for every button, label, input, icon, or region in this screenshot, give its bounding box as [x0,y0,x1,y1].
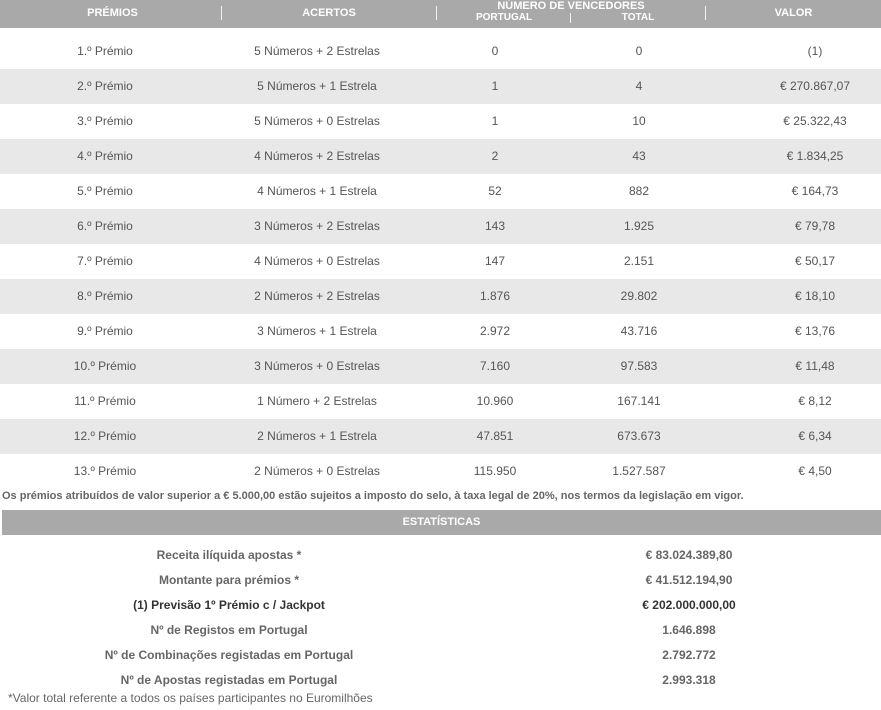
tax-note: Os prémios atribuídos de valor superior a € 5.000,00 estão sujeitos a imposto do selo, à taxa legal de 20%, nos termos da legislação em vigor. [2,490,744,502]
prize-value: (1) [807,44,823,58]
table-row [0,384,881,419]
table-row [0,314,881,349]
col-header-valor: VALOR [774,7,813,19]
stats-row [0,618,881,643]
winners-portugal: 2.972 [479,324,511,338]
stat-label: Nº de Combinações registadas em Portugal [104,648,354,662]
prize-acertos: 2 Números + 0 Estrelas [254,464,380,478]
prize-acertos: 5 Números + 0 Estrelas [254,114,380,128]
col-header-total: TOTAL [621,12,655,23]
winners-total: 97.583 [620,359,658,373]
stat-value: € 83.024.389,80 [645,548,733,562]
prize-acertos: 2 Números + 2 Estrelas [254,289,380,303]
stat-label: Receita ilíquida apostas * [156,548,302,562]
winners-portugal: 0 [491,44,499,58]
winners-total: 673.673 [617,429,661,443]
prize-name: 10.º Prémio [73,359,137,373]
table-row [0,454,881,489]
prize-name: 8.º Prémio [77,289,133,303]
stats-row [0,593,881,618]
winners-total: 167.141 [617,394,661,408]
winners-portugal: 47.851 [476,429,514,443]
winners-portugal: 2 [491,149,499,163]
table-row [0,419,881,454]
stat-value: € 202.000.000,00 [642,598,736,612]
prize-acertos: 2 Números + 1 Estrela [257,429,377,443]
winners-total: 0 [635,44,643,58]
prize-name: 12.º Prémio [73,429,137,443]
table-row [0,34,881,69]
prize-acertos: 3 Números + 1 Estrela [257,324,377,338]
winners-total: 43.716 [620,324,658,338]
winners-portugal: 7.160 [479,359,511,373]
prize-value: € 1.834,25 [786,149,844,163]
table-row [0,279,881,314]
winners-total: 1.527.587 [612,464,666,478]
stat-value: 2.993.318 [662,673,716,687]
table-row [0,174,881,209]
table-row [0,244,881,279]
prize-name: 6.º Prémio [77,219,133,233]
prize-value: € 50,17 [794,254,836,268]
winners-total: 1.925 [623,219,655,233]
winners-total: 43 [632,149,646,163]
prize-value: € 79,78 [794,219,836,233]
prize-acertos: 4 Números + 0 Estrelas [254,254,380,268]
table-row [0,209,881,244]
prize-acertos: 3 Números + 2 Estrelas [254,219,380,233]
winners-total: 29.802 [620,289,658,303]
winners-total: 882 [628,184,650,198]
prize-name: 7.º Prémio [77,254,133,268]
prize-table-header [0,0,881,28]
prize-value: € 18,10 [794,289,836,303]
stats-row [0,668,881,693]
prize-name: 4.º Prémio [77,149,133,163]
prize-name: 5.º Prémio [77,184,133,198]
stats-header: ESTATÍSTICAS [2,510,881,535]
winners-portugal: 115.950 [473,464,517,478]
col-header-vencedores: NÚMERO DE VENCEDORES [497,0,645,12]
table-row [0,139,881,174]
prize-acertos: 4 Números + 2 Estrelas [254,149,380,163]
winners-portugal: 1.876 [479,289,511,303]
winners-portugal: 1 [491,79,499,93]
col-header-acertos: ACERTOS [302,7,356,19]
stat-label: (1) Previsão 1º Prémio c / Jackpot [133,598,325,612]
winners-total: 10 [632,114,646,128]
prize-value: € 270.867,07 [779,79,851,93]
prize-acertos: 5 Números + 2 Estrelas [254,44,380,58]
prize-value: € 6,34 [798,429,832,443]
stats-row [0,568,881,593]
prize-name: 9.º Prémio [77,324,133,338]
prize-value: € 164,73 [791,184,839,198]
stat-value: 2.792.772 [662,648,716,662]
winners-total: 4 [635,79,643,93]
winners-portugal: 52 [488,184,502,198]
stat-label: Montante para prémios * [158,573,300,587]
prize-name: 2.º Prémio [77,79,133,93]
prize-value: € 13,76 [794,324,836,338]
prize-acertos: 3 Números + 0 Estrelas [254,359,380,373]
prize-name: 13.º Prémio [73,464,137,478]
prize-acertos: 5 Números + 1 Estrela [257,79,377,93]
prize-value: € 8,12 [798,394,832,408]
col-header-portugal: PORTUGAL [475,12,533,23]
prize-acertos: 1 Número + 2 Estrelas [257,394,377,408]
stat-value: € 41.512.194,90 [645,573,733,587]
footnote: *Valor total referente a todos os países participantes no Euromilhões [8,691,373,705]
winners-portugal: 143 [484,219,506,233]
winners-portugal: 147 [484,254,506,268]
stats-row [0,643,881,668]
prize-table-body [0,34,881,489]
prize-value: € 4,50 [798,464,832,478]
stats-table [0,543,881,693]
prize-name: 1.º Prémio [77,44,133,58]
col-header-premios: PRÉMIOS [87,7,138,19]
prize-name: 3.º Prémio [77,114,133,128]
table-row [0,69,881,104]
winners-portugal: 1 [491,114,499,128]
winners-portugal: 10.960 [476,394,514,408]
prize-acertos: 4 Números + 1 Estrela [257,184,377,198]
table-row [0,104,881,139]
table-row [0,349,881,384]
prize-value: € 25.322,43 [783,114,847,128]
winners-total: 2.151 [623,254,655,268]
stat-label: Nº de Registos em Portugal [150,623,308,637]
stat-value: 1.646.898 [662,623,716,637]
prize-name: 11.º Prémio [74,394,136,408]
stat-label: Nº de Apostas registadas em Portugal [120,673,338,687]
prize-value: € 11,48 [795,359,835,373]
stats-row [0,543,881,568]
